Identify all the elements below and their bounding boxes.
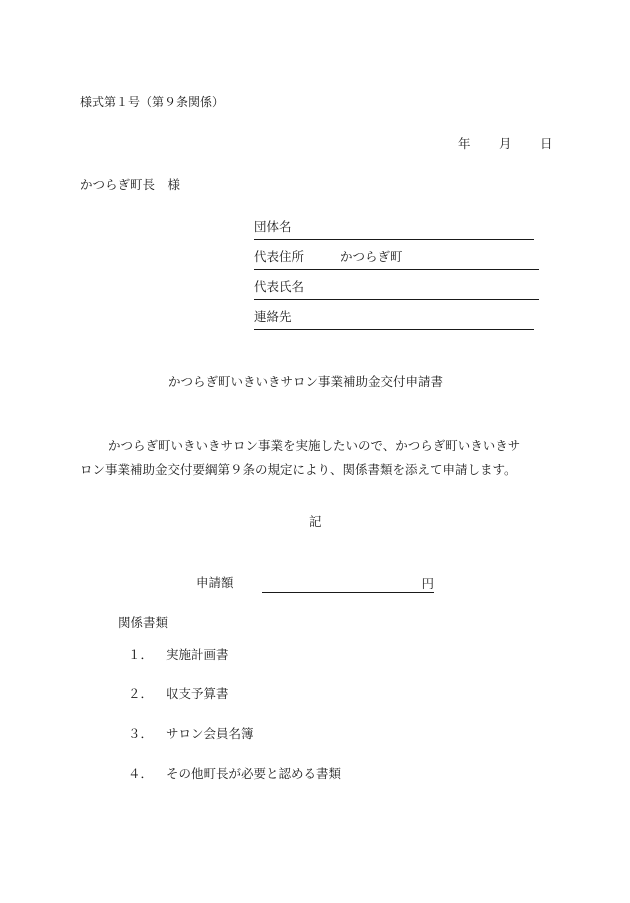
document-item [128, 768, 341, 781]
address-label: 代表住所 [254, 249, 305, 264]
document-item-number: ３． [128, 726, 154, 741]
document-item-label: その他町長が必要と認める書類 [166, 766, 342, 781]
address-field[interactable] [254, 251, 539, 270]
amount-unit: 円 [421, 576, 434, 591]
representative-field[interactable] [254, 281, 539, 300]
document-item [128, 649, 229, 662]
document-item-number: ２． [128, 686, 154, 701]
group-name-label: 団体名 [254, 219, 292, 234]
date-year-label: 年 [458, 136, 471, 151]
group-name-field[interactable] [254, 221, 534, 240]
amount-field[interactable] [262, 578, 434, 593]
representative-label: 代表氏名 [254, 279, 305, 294]
document-item-number: ４． [128, 766, 154, 781]
address-value: かつらぎ町 [340, 249, 403, 264]
ki-heading: 記 [309, 514, 322, 529]
document-item-label: 収支予算書 [166, 686, 229, 701]
document-item [128, 728, 254, 741]
document-item [128, 688, 229, 701]
body-line-2: ロン事業補助金交付要綱第９条の規定により、関係書類を添えて申請します。 [80, 462, 517, 477]
document-item-label: 実施計画書 [166, 647, 229, 662]
contact-label: 連絡先 [254, 309, 292, 324]
form-number: 様式第１号（第９条関係） [80, 95, 225, 109]
date-day-label: 日 [540, 136, 553, 151]
document-item-number: １． [128, 647, 154, 662]
date-month-label: 月 [499, 136, 512, 151]
contact-field[interactable] [254, 311, 534, 330]
documents-heading: 関係書類 [118, 615, 169, 630]
amount-label: 申請額 [196, 575, 234, 590]
addressee: かつらぎ町長 様 [80, 177, 181, 192]
document-title: かつらぎ町いきいきサロン事業補助金交付申請書 [168, 374, 444, 389]
body-paragraph [80, 434, 555, 482]
document-item-label: サロン会員名簿 [166, 726, 254, 741]
body-line-1: かつらぎ町いきいきサロン事業を実施したいので、かつらぎ町いきいきサ [108, 438, 521, 453]
